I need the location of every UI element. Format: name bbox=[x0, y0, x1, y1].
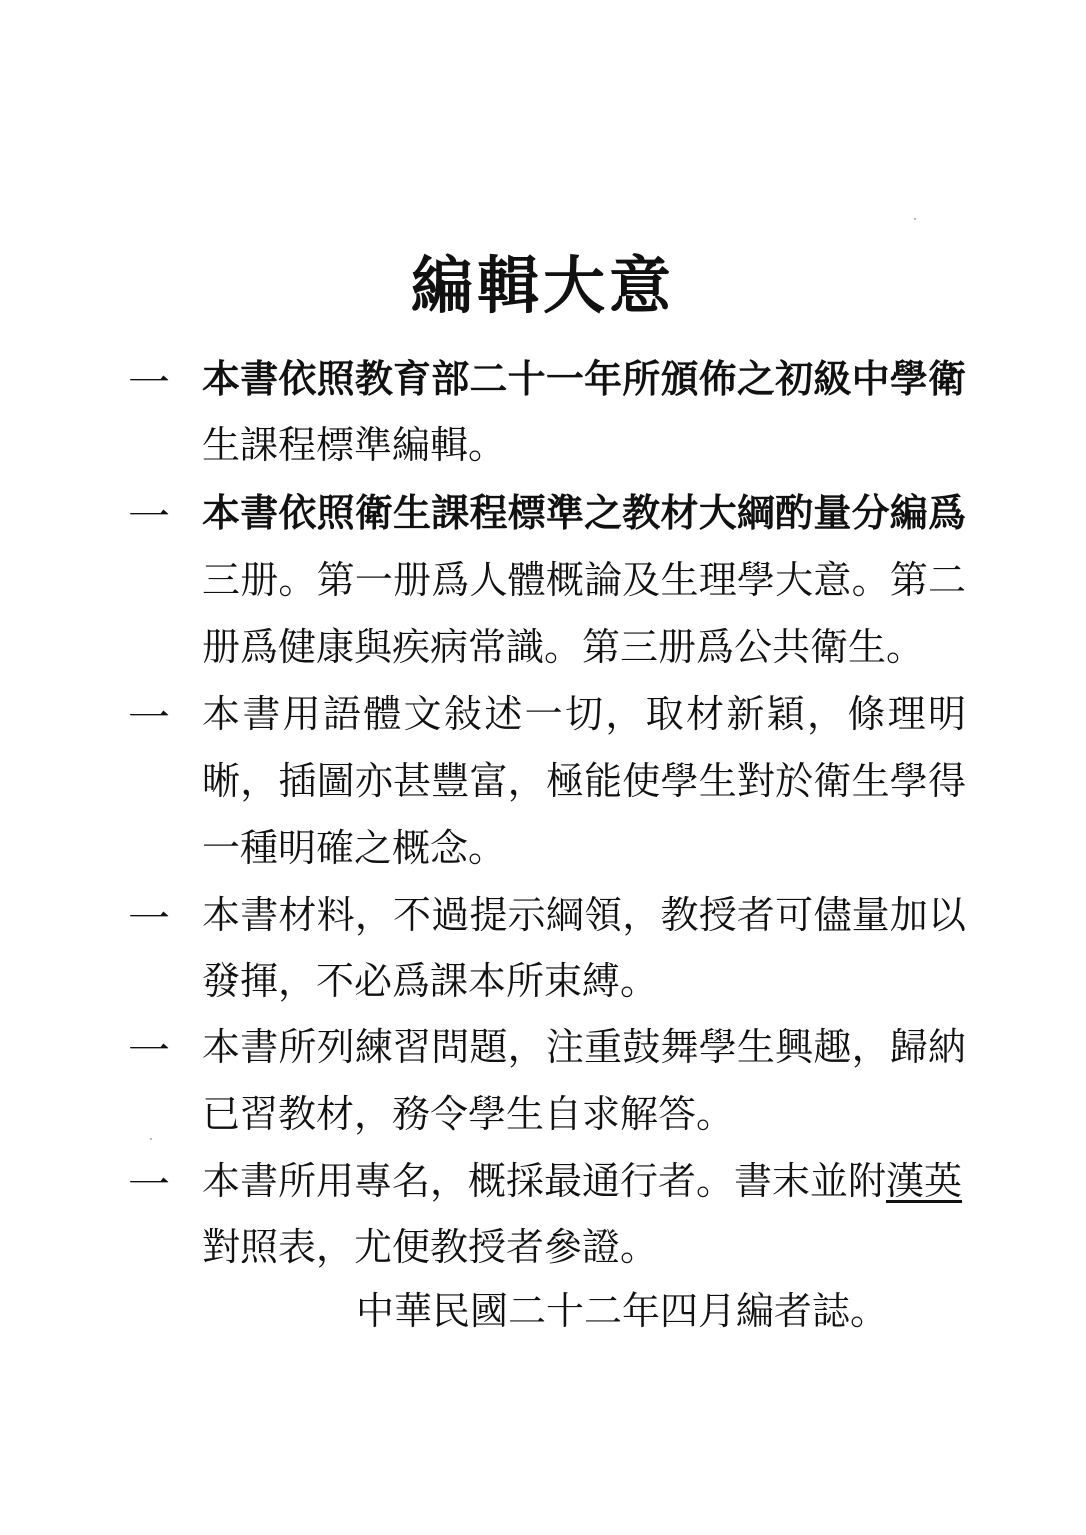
item-line-with-term bbox=[202, 1148, 966, 1214]
item-line: 生課程標準編輯。 bbox=[202, 423, 507, 467]
item-line: 本書所列練習問題，注重鼓舞學生興趣，歸納 bbox=[202, 1025, 966, 1069]
scan-speck bbox=[914, 218, 916, 220]
item-line: 已習教材，務令學生自求解答。 bbox=[202, 1092, 735, 1136]
item-marker: 一 bbox=[128, 358, 171, 407]
item-line: 三册。第一册爲人體概論及生理學大意。第二 bbox=[202, 558, 966, 602]
item-marker: 一 bbox=[128, 693, 171, 742]
item-line: 册爲健康與疾病常識。第三册爲公共衛生。 bbox=[202, 625, 925, 669]
item-line: 一種明確之概念。 bbox=[202, 826, 507, 870]
item-line: 對照表，尤便教授者參證。 bbox=[202, 1225, 659, 1269]
signature-line: 中華民國二十二年四月編者誌。 bbox=[356, 1289, 889, 1333]
item-line: 發揮，不必爲課本所束縛。 bbox=[202, 959, 659, 1003]
item-marker: 一 bbox=[128, 492, 171, 541]
scan-speck bbox=[150, 1138, 152, 1140]
item-line: 本書依照教育部二十一年所頒佈之初級中學衛 bbox=[202, 356, 966, 401]
page-title: 編輯大意 bbox=[410, 249, 675, 322]
item-marker: 一 bbox=[128, 894, 171, 943]
underlined-term: 漢英 bbox=[886, 1159, 963, 1203]
item-marker: 一 bbox=[128, 1026, 171, 1075]
item-line: 本書用語體文敍述一切，取材新穎，條理明 bbox=[202, 692, 966, 736]
item-line: 本書依照衛生課程標準之教材大綱酌量分編爲 bbox=[202, 490, 966, 535]
item-line: 本書材料，不過提示綱領，教授者可儘量加以 bbox=[202, 893, 966, 937]
item-line: 晰，插圖亦甚豐富，極能使學生對於衛生學得 bbox=[202, 759, 966, 803]
item-marker: 一 bbox=[128, 1160, 171, 1209]
item-line-text: 本書所用專名，概採最通行者。書末並附 bbox=[202, 1159, 887, 1203]
